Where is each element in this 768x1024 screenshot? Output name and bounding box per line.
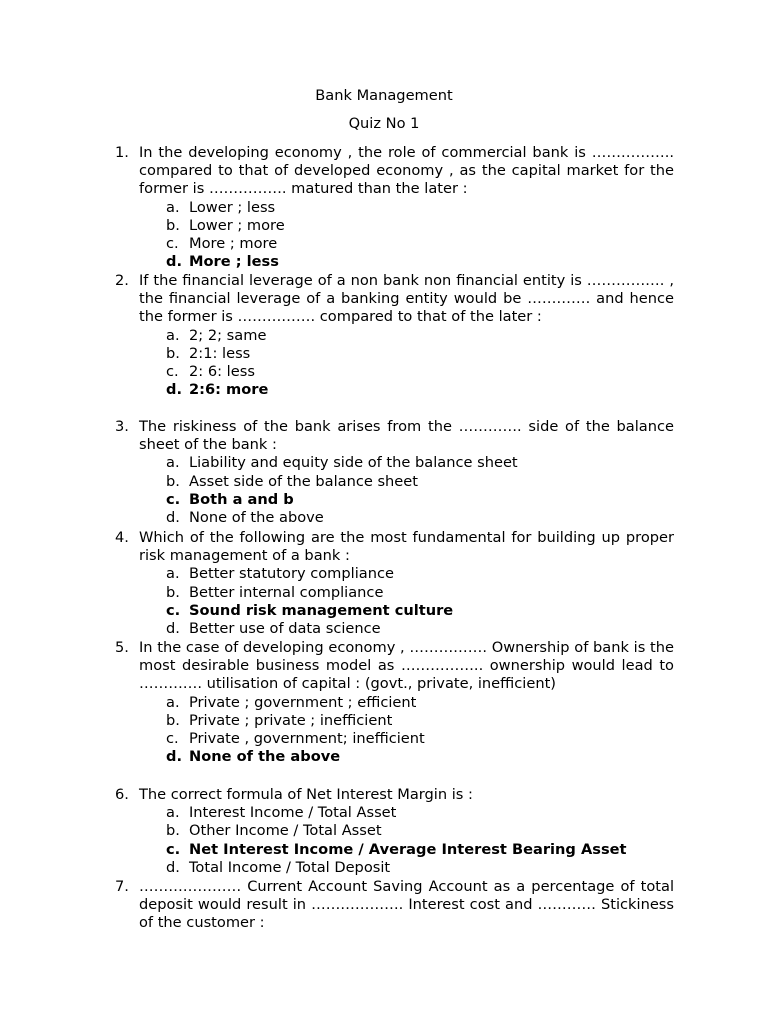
option-list xyxy=(139,694,674,767)
option-letter: d. xyxy=(166,509,180,527)
option-letter: d. xyxy=(166,253,182,271)
option-c xyxy=(139,235,674,253)
option-c-correct xyxy=(139,491,674,509)
option-text: More ; more xyxy=(189,235,278,253)
option-d xyxy=(139,620,674,638)
question-number: 5. xyxy=(115,639,129,656)
option-list xyxy=(139,804,674,877)
option-a xyxy=(139,454,674,472)
question-text: If the financial leverage of a non bank non financial entity is ……………. , the financial leverage of a banking entity would be …………. and hence the former is ……………. compared to that of the later : xyxy=(139,272,674,326)
option-a xyxy=(139,565,674,583)
option-text: Better statutory compliance xyxy=(189,565,394,583)
option-a xyxy=(139,199,674,217)
option-letter: a. xyxy=(166,198,180,216)
option-text: Both a and b xyxy=(189,490,294,508)
question-text: In the case of developing economy , ……………. Ownership of bank is the most desirable business model as …………….. ownership would lead to …………. utilisation of capital : (govt., private, inefficient) xyxy=(139,639,674,693)
option-text: Lower ; less xyxy=(189,198,276,216)
option-list xyxy=(139,565,674,638)
option-text: 2:6: more xyxy=(189,381,269,399)
option-letter: d. xyxy=(166,620,180,638)
question-number: 4. xyxy=(115,529,129,546)
question-number: 2. xyxy=(115,272,129,289)
question-text: ………………… Current Account Saving Account as a percentage of total deposit would result in ………………. Interest cost and ………… Stickiness of the customer : xyxy=(139,878,674,932)
option-letter: a. xyxy=(166,565,180,583)
option-text: Interest Income / Total Asset xyxy=(189,804,397,822)
option-text: Better internal compliance xyxy=(189,583,384,601)
option-text: Net Interest Income / Average Interest Bearing Asset xyxy=(189,840,627,858)
option-c-correct xyxy=(139,602,674,620)
option-letter: d. xyxy=(166,858,180,876)
option-b xyxy=(139,217,674,235)
option-a xyxy=(139,327,674,345)
question-number: 6. xyxy=(115,786,129,803)
option-d xyxy=(139,859,674,877)
option-b xyxy=(139,584,674,602)
option-letter: b. xyxy=(166,822,180,840)
option-letter: c. xyxy=(166,490,181,508)
option-list xyxy=(139,454,674,527)
option-letter: c. xyxy=(166,730,179,748)
option-letter: b. xyxy=(166,711,180,729)
option-letter: a. xyxy=(166,326,180,344)
option-letter: c. xyxy=(166,840,181,858)
option-letter: c. xyxy=(166,363,179,381)
option-c xyxy=(139,730,674,748)
option-letter: b. xyxy=(166,583,180,601)
option-text: Better use of data science xyxy=(189,620,381,638)
option-text: Asset side of the balance sheet xyxy=(189,472,418,490)
option-letter: b. xyxy=(166,216,180,234)
option-text: 2: 6: less xyxy=(189,363,255,381)
option-letter: d. xyxy=(166,381,182,399)
option-d-correct xyxy=(139,381,674,399)
option-letter: a. xyxy=(166,454,180,472)
question-2 xyxy=(115,272,674,399)
question-5 xyxy=(115,639,674,766)
option-letter: b. xyxy=(166,344,180,362)
option-letter: c. xyxy=(166,601,181,619)
option-b xyxy=(139,345,674,363)
question-text: In the developing economy , the role of commercial bank is …………….. compared to that of developed economy , as the capital market for the former is ……………. matured than the later : xyxy=(139,144,674,198)
option-c xyxy=(139,363,674,381)
quiz-subtitle: Quiz No 1 xyxy=(348,115,420,132)
option-text: Lower ; more xyxy=(189,216,285,234)
option-letter: a. xyxy=(166,693,180,711)
option-text: None of the above xyxy=(189,748,341,766)
option-d xyxy=(139,509,674,527)
option-text: None of the above xyxy=(189,509,324,527)
question-1 xyxy=(115,144,674,271)
option-c-correct xyxy=(139,841,674,859)
option-d-correct xyxy=(139,748,674,766)
question-number: 1. xyxy=(115,144,129,161)
question-number: 3. xyxy=(115,418,129,435)
option-b xyxy=(139,473,674,491)
option-list xyxy=(139,327,674,400)
question-number: 7. xyxy=(115,878,129,895)
question-3 xyxy=(115,418,674,527)
question-text: The riskiness of the bank arises from the …………. side of the balance sheet of the bank : xyxy=(139,418,674,454)
option-text: Other Income / Total Asset xyxy=(189,822,382,840)
question-text: Which of the following are the most fundamental for building up proper risk management of a bank : xyxy=(139,529,674,565)
option-text: Sound risk management culture xyxy=(189,601,454,619)
option-letter: a. xyxy=(166,804,180,822)
option-list xyxy=(139,199,674,272)
question-6 xyxy=(115,786,674,877)
option-letter: d. xyxy=(166,748,182,766)
option-d-correct xyxy=(139,253,674,271)
option-text: Private ; government ; efficient xyxy=(189,693,417,711)
option-text: 2; 2; same xyxy=(189,326,267,344)
option-b xyxy=(139,712,674,730)
option-a xyxy=(139,804,674,822)
document-title: Bank Management xyxy=(315,87,453,104)
option-text: Private , government; inefficient xyxy=(189,730,425,748)
option-text: 2:1: less xyxy=(189,344,251,362)
question-text: The correct formula of Net Interest Margin is : xyxy=(139,786,473,803)
option-text: Liability and equity side of the balance sheet xyxy=(189,454,518,472)
option-text: Private ; private ; inefficient xyxy=(189,711,393,729)
option-letter: b. xyxy=(166,472,180,490)
option-letter: c. xyxy=(166,235,179,253)
option-a xyxy=(139,694,674,712)
option-b xyxy=(139,822,674,840)
option-text: More ; less xyxy=(189,253,279,271)
question-4 xyxy=(115,529,674,638)
option-text: Total Income / Total Deposit xyxy=(189,858,391,876)
question-7 xyxy=(115,878,674,933)
